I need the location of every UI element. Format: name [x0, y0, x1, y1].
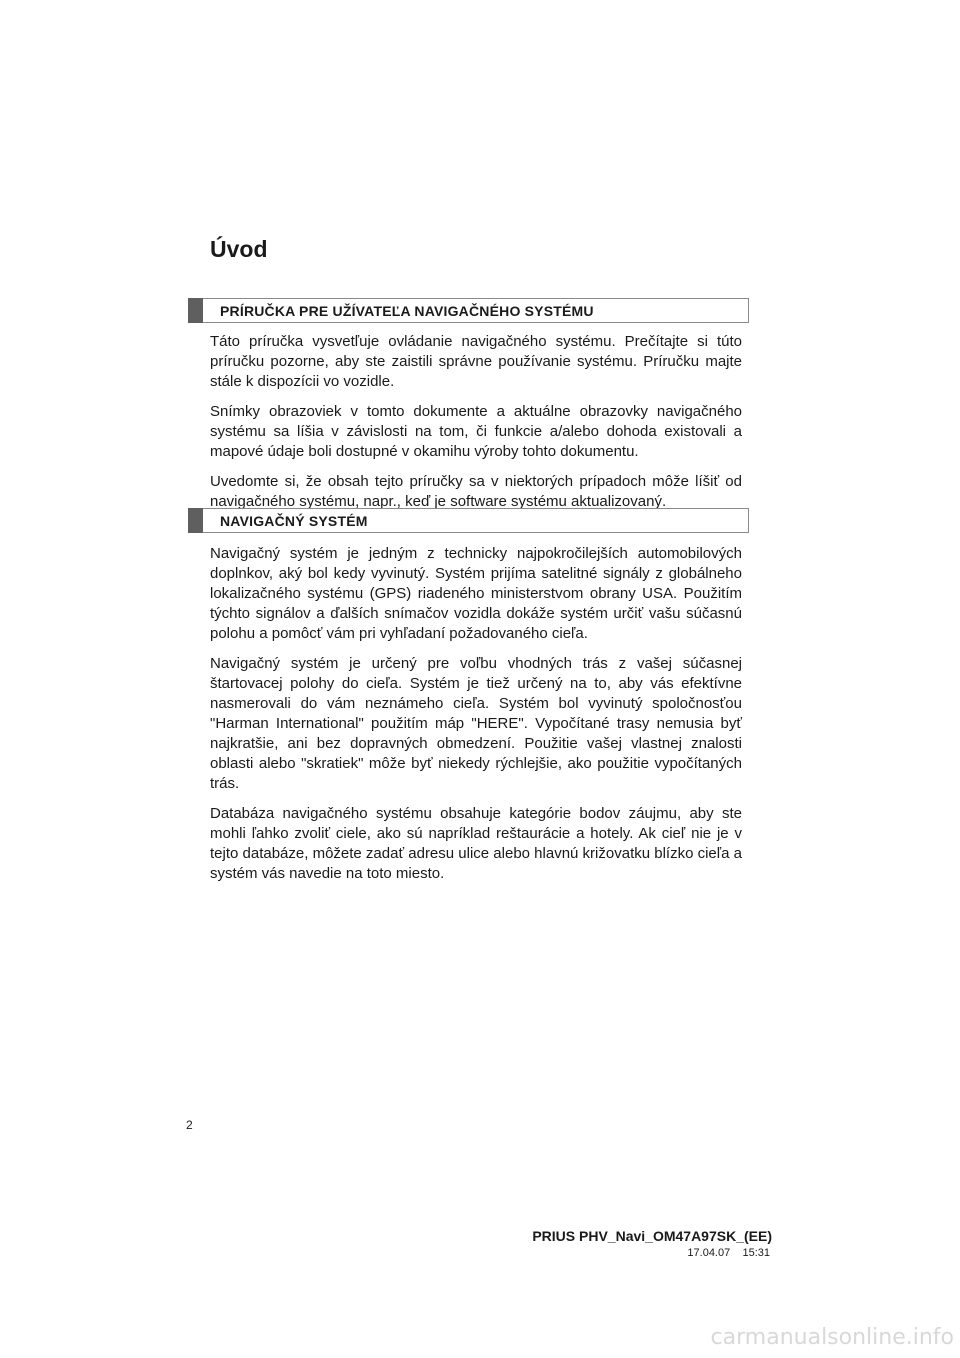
paragraph: Uvedomte si, že obsah tejto príručky sa v niektorých prípadoch môže líšiť od navigačného systému, napr., keď je software systému aktualizovaný. [210, 473, 742, 510]
paragraph: Snímky obrazoviek v tomto dokumente a aktuálne obrazovky navigačného systému sa líšia v závislosti na tom, či funkcie a/alebo dohoda existovali a mapové údaje boli dostupné v okamihu výroby tohto dokumentu. [210, 403, 742, 460]
paragraph: Databáza navigačného systému obsahuje kategórie bodov záujmu, aby ste mohli ľahko zvoliť ciele, ako sú napríklad reštaurácie a hotely. Ak cieľ nie je v tejto databáze, môžete zadať adresu ulice alebo hlavnú križovatku blízko cieľa a systém vás navedie na toto miesto. [210, 805, 742, 882]
page-title: Úvod [210, 236, 268, 262]
paragraph: Táto príručka vysvetľuje ovládanie navigačného systému. Prečítajte si túto príručku pozorne, aby ste zaistili správne používanie systému. Príručku majte stále k dispozícii vo vozidle. [210, 333, 742, 390]
paragraph: Navigačný systém je určený pre voľbu vhodných trás z vašej súčasnej štartovacej polohy do cieľa. Systém je tiež určený na to, aby vás efektívne nasmerovali do vám neznámeho cieľa. Systém bol vyvinutý spoločnosťou "Harman International" použitím máp "HERE". Vypočítané trasy nemusia byť najkratšie, ani bez dopravných obmedzení. Použitie vašej vlastnej znalosti oblasti alebo "skratiek" môže byť niekedy rýchlejšie, ako použitie vypočítaných trás. [210, 655, 742, 792]
section-header-bar [188, 298, 203, 323]
footer-time: 15:31 [742, 1247, 770, 1259]
footer-document-id: PRIUS PHV_Navi_OM47A97SK_(EE) [532, 1228, 772, 1244]
section-body-navigation-system [210, 544, 742, 894]
section-heading: PRÍRUČKA PRE UŽÍVATEĽA NAVIGAČNÉHO SYSTÉMU [220, 303, 594, 319]
section-body-user-guide [210, 332, 742, 522]
section-heading: NAVIGAČNÝ SYSTÉM [220, 513, 368, 529]
footer-date: 17.04.07 [687, 1247, 731, 1259]
footer-timestamp [687, 1247, 770, 1259]
watermark: carmanualsonline.info [710, 1325, 954, 1350]
section-header-navigation-system [188, 508, 749, 533]
paragraph: Navigačný systém je jedným z technicky najpokročilejších automobilových doplnkov, aký bol kedy vyvinutý. Systém prijíma satelitné signály z globálneho lokalizačného systému (GPS) riadeného ministerstvom obrany USA. Použitím týchto signálov a ďalších snímačov vozidla dokáže systém určiť vašu súčasnú polohu a pomôcť vám pri vyhľadaní požadovaného cieľa. [210, 545, 742, 642]
section-header-user-guide [188, 298, 749, 323]
section-header-bar [188, 508, 203, 533]
page-number: 2 [186, 1118, 193, 1132]
